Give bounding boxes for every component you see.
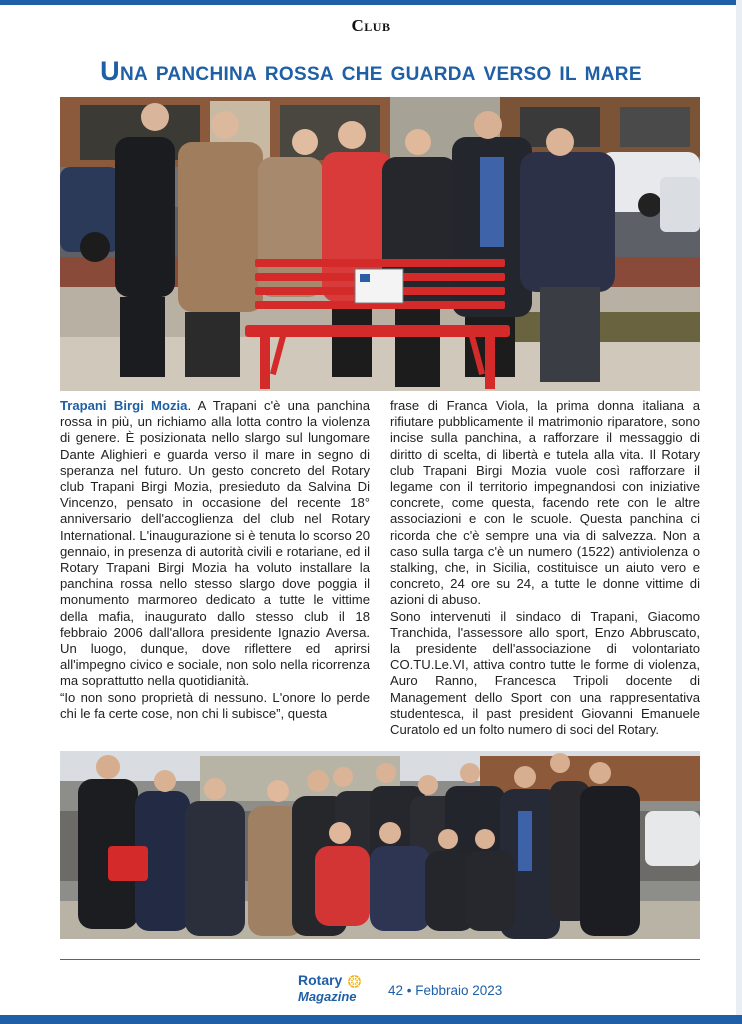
article-text-3: frase di Franca Viola, la prima donna italiana a rifiutare pubblicamente il matrimonio riparatore, sono incise sulla panchina, a rafforzare il messaggio di diritto di scelta, di libertà e tutela alla vita. Il Rotary club Trapani Birgi Mozia vuole così rafforzare il legame con il territorio impegnandosi con iniziative concrete, come questa, facendo rete con le altre associazioni e con le scuole. Questa panchina ci ricorda che c'è sempre una via di salvezza. Non a caso sulla targa c'è un numero (1522) antiviolenza o stalking, che, in Sicilia, costituisce un aiuto vero e concreto, 24 ore su 24, a tutte le donne vittime di azioni di abuso.: [390, 398, 700, 608]
section-label: Club: [351, 16, 391, 35]
rotary-wheel-icon: [347, 974, 362, 989]
article-title: Una panchina rossa che guarda verso il mare: [100, 56, 642, 86]
top-border: [0, 0, 742, 5]
bench-group-photo: [60, 97, 700, 391]
group-photo: [60, 751, 700, 939]
logo-rotary-text: Rotary: [298, 972, 343, 988]
article-column-left: [60, 398, 370, 722]
logo-magazine-text: Magazine: [298, 989, 357, 1004]
article-text-4: Sono intervenuti il sindaco di Trapani, Giacomo Tranchida, l'assessore allo sport, Enzo Abbruscato, la presidente dell'associazione di volontariato CO.TU.Le.VI, attiva contro tutte le forme di violenza, Auro Ranno, Francesca Tripoli docente di Management dello Sport con una rappresentativa studentesca, il past president Giovanni Emanuele Curatolo ed un folto numero di soci del Rotary.: [390, 608, 700, 738]
article-text-2: “Io non sono proprietà di nessuno. L'onore lo perde chi le fa certe cose, non chi li subisce”, questa: [60, 689, 370, 721]
article-text-1: . A Trapani c'è una panchina rossa in più, un richiamo alla lotta contro la violenza di genere. È posizionata nello slargo sul lungomare Dante Alighieri e guarda verso il mare in segno di speranza nel futuro. Un gesto concreto del Rotary club Trapani Birgi Mozia, presieduto da Salvina Di Vincenzo, pensato in occasione del recente 18° anniversario dell'accoglienza del club nel Rotary International. L'inaugurazione si è tenuta lo scorso 20 gennaio, in presenza di autorità civili e rotariane, ed il Rotary Trapani Birgi Mozia ha voluto installare la panchina rossa nello stesso slargo dove poggia il monumento marmoreo dedicato a tutte le vittime della mafia, inaugurato dallo stesso club il 18 febbraio 2006 dall'allora presidente Ignazio Aversa. Un luogo, dunque, dove riflettere ed aprirsi all'impegno civico e sociale, non solo nella ricorrenza ma soprattutto nella quotidianità.: [60, 398, 370, 689]
article-column-right: [390, 398, 700, 738]
footer-rule: [60, 959, 700, 960]
page-info: 42 • Febbraio 2023: [388, 983, 503, 998]
bottom-border: [0, 1015, 742, 1024]
rotary-magazine-logo: [298, 972, 368, 1006]
right-border: [736, 0, 742, 1024]
article-lead: Trapani Birgi Mozia: [60, 398, 188, 413]
